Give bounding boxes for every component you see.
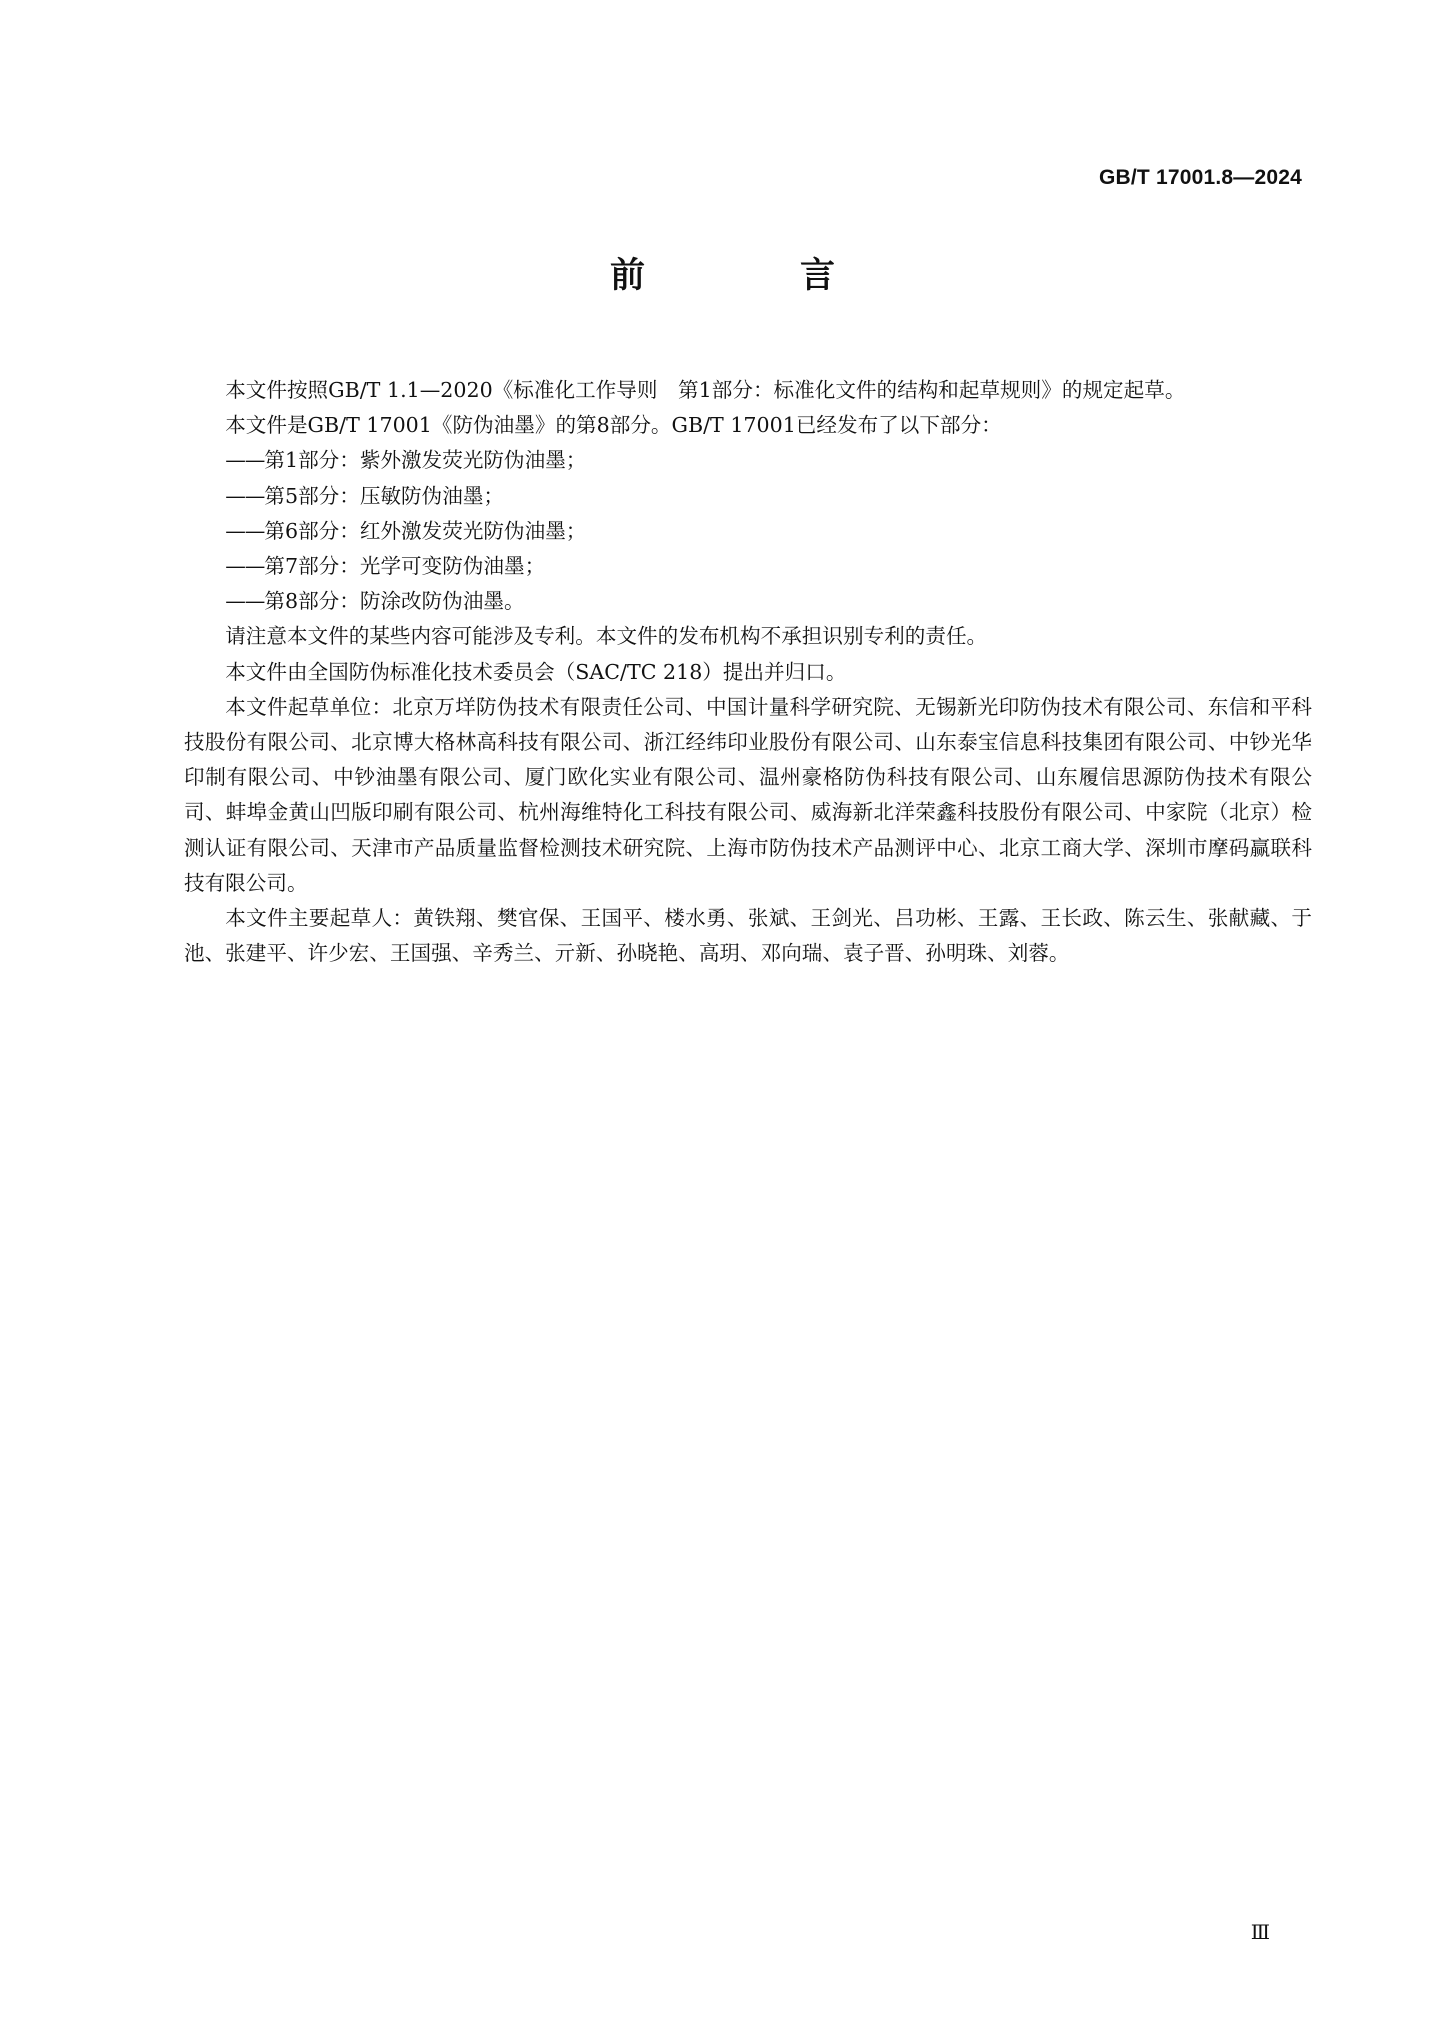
paragraph-patent-notice: 请注意本文件的某些内容可能涉及专利。本文件的发布机构不承担识别专利的责任。 (225, 624, 988, 649)
list-item (184, 479, 1312, 514)
paragraph-proposer: 本文件由全国防伪标准化技术委员会（SAC/TC 218）提出并归口。 (225, 659, 847, 684)
list-dash: —— (225, 554, 265, 579)
list-dash: —— (225, 518, 265, 543)
list-item (184, 514, 1312, 549)
page-title: 前 言 (609, 256, 895, 296)
list-item-text: 第7部分：光学可变防伪油墨； (264, 554, 546, 579)
list-dash: —— (225, 448, 265, 473)
paragraph-drafting-rules: 本文件按照GB/T 1.1—2020《标准化工作导则 第1部分：标准化文件的结构和起草规则》的规定起草。 (225, 378, 1186, 402)
list-item-text: 第6部分：红外激发荧光防伪油墨； (264, 518, 587, 543)
list-item-text: 第8部分：防涂改防伪油墨。 (264, 589, 525, 614)
list-item (184, 443, 1312, 478)
paragraph-part-statement: 本文件是GB/T 17001《防伪油墨》的第8部分。GB/T 17001已经发布了以下部分： (225, 413, 1002, 438)
paragraph-drafting-units: 本文件起草单位：北京万垟防伪技术有限责任公司、中国计量科学研究院、无锡新光印防伪技术有限公司、东信和平科技股份有限公司、北京博大格林高科技有限公司、浙江经纬印业股份有限公司、山东泰宝信息科技集团有限公司、中钞光华印制有限公司、中钞油墨有限公司、厦门欧化实业有限公司、温州豪格防伪科技有限公司、山东履信思源防伪技术有限公司、蚌埠金黄山凹版印刷有限公司、杭州海维特化工科技有限公司、威海新北洋荣鑫科技股份有限公司、中家院（北京）检测认证有限公司、天津市产品质量监督检测技术研究院、上海市防伪技术产品测评中心、北京工商大学、深圳市摩码赢联科技有限公司。 (184, 694, 1312, 895)
list-dash: —— (225, 483, 265, 508)
paragraph-drafters: 本文件主要起草人：黄铁翔、樊官保、王国平、楼水勇、张斌、王剑光、吕功彬、王露、王长政、陈云生、张献藏、于池、张建平、许少宏、王国强、辛秀兰、亓新、孙晓艳、高玥、邓向瑞、袁子晋、孙明珠、刘蓉。 (184, 906, 1312, 966)
list-item (184, 584, 1312, 619)
list-item (184, 549, 1312, 584)
list-dash: —— (225, 589, 265, 614)
list-item-text: 第5部分：压敏防伪油墨； (264, 483, 505, 508)
foreword-body (184, 373, 1312, 971)
page-number: Ⅲ (1250, 1922, 1270, 1944)
published-parts-list (184, 443, 1312, 619)
list-item-text: 第1部分：紫外激发荧光防伪油墨； (264, 448, 587, 473)
document-code: GB/T 17001.8—2024 (1098, 166, 1302, 189)
